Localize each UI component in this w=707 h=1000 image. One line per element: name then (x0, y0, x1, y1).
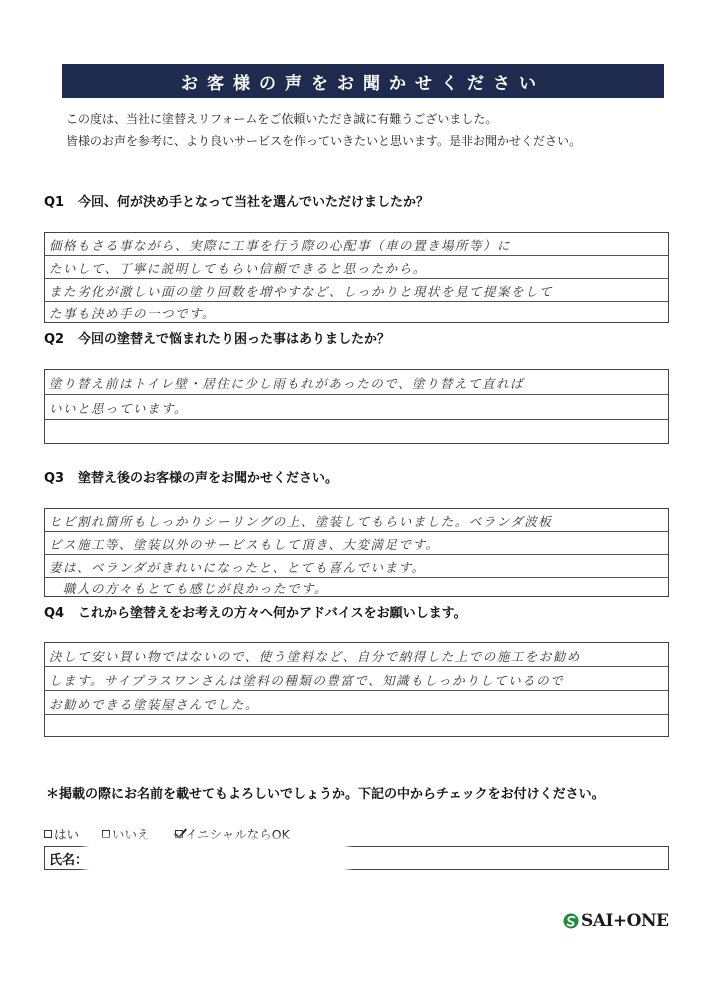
answer-text: たいして、丁寧に説明してもらい信頼できると思ったから。 (49, 261, 427, 276)
checkbox-icon[interactable] (102, 830, 110, 838)
answer-text: いいと思っています。 (49, 401, 189, 416)
answer-text: 価格もさる事ながら、実際に工事を行う際の心配事（車の置き場所等）に (49, 238, 512, 253)
answer-text: ヒビ割れ箇所もしっかりシーリングの上、塗装してもらいました。ベランダ波板 (49, 514, 553, 529)
question-text: これから塗替えをお考えの方々へ何かアドバイスをお願いします。 (78, 606, 467, 621)
answer-text: 塗り替え前はトイレ壁・居住に少し雨もれがあったので、塗り替えて直れば (49, 376, 525, 391)
option-label: イニシャルならOK (185, 827, 290, 842)
question-3 (44, 467, 338, 486)
name-label: 氏名： (49, 852, 89, 868)
question-number: Q1 (44, 195, 65, 210)
answer-row (45, 302, 668, 322)
answer-row (45, 643, 668, 667)
checkbox-icon[interactable] (44, 830, 52, 838)
option-label: いいえ (112, 827, 150, 842)
checked-checkbox-icon[interactable] (175, 830, 183, 838)
question-text: 塗替え後のお客様の声をお聞かせください。 (78, 471, 339, 486)
question-number: Q3 (44, 471, 65, 486)
answer-text: します。サイプラスワンさんは塗料の種類の豊富で、知識もしっかりしているので (49, 673, 565, 688)
option-no[interactable] (102, 825, 150, 843)
answer-text: お勧めできる塗装屋さんでした。 (49, 697, 260, 712)
answer-text: 妻は、ベランダがきれいになったと、とても喜んでいます。 (49, 560, 426, 575)
answer-row (45, 420, 668, 443)
answer-row (45, 256, 668, 279)
question-4 (44, 602, 467, 621)
answer-box-1 (44, 232, 669, 323)
redacted-name (89, 842, 344, 920)
option-label: はい (54, 827, 80, 842)
answer-row (45, 555, 668, 578)
question-text: 今回の塗替えで悩まれたり困った事はありましたか？ (78, 332, 391, 347)
answer-text: ビス施工等、塗装以外のサービスもして頂き、大変満足です。 (49, 537, 440, 552)
answer-box-4 (44, 642, 669, 737)
answer-text: また劣化が激しい面の塗り回数を増やすなど、しっかりと現状を見て提案をして (49, 284, 554, 299)
answer-box-2 (44, 369, 669, 444)
company-logo (563, 911, 668, 931)
answer-row (45, 532, 668, 555)
logo-mark-icon (563, 913, 579, 929)
answer-text: た事も決め手の一つです。 (49, 306, 217, 321)
answer-row (45, 279, 668, 302)
question-number: Q2 (44, 332, 65, 347)
answer-row (45, 691, 668, 715)
answer-row (45, 395, 668, 420)
question-1 (44, 191, 429, 210)
answer-row (45, 370, 668, 395)
logo-text: SAI+ONE (581, 911, 669, 931)
intro-line-2: 皆様のお声を参考に、より良いサービスを作っていきたいと思います。是非お聞かせください。 (66, 134, 582, 148)
publication-notice: ＊掲載の際にお名前を載せてもよろしいでしょうか。下記の中からチェックをお付けください。 (46, 787, 605, 802)
intro-line-1: この度は、当社に塗替えリフォームをご依頼いただき誠に有難うございました。 (66, 112, 498, 126)
answer-row (45, 715, 668, 736)
option-initials-ok[interactable] (175, 825, 290, 843)
option-yes[interactable] (44, 825, 79, 843)
answer-text: 職人の方々もとても感じが良かったです。 (63, 581, 329, 596)
answer-row (45, 509, 668, 532)
question-2 (44, 328, 390, 347)
question-number: Q4 (44, 606, 65, 621)
question-text: 今回、何が決め手となって当社を選んでいただけましたか？ (78, 195, 430, 210)
answer-text: 決して安い買い物ではないので、使う塗料など、自分で納得した上での施工をお勧め (49, 649, 581, 664)
page-title: お客様の声をお聞かせください (62, 64, 664, 98)
answer-row (45, 233, 668, 256)
answer-box-3 (44, 508, 669, 597)
answer-row (45, 667, 668, 691)
answer-row (45, 578, 668, 596)
